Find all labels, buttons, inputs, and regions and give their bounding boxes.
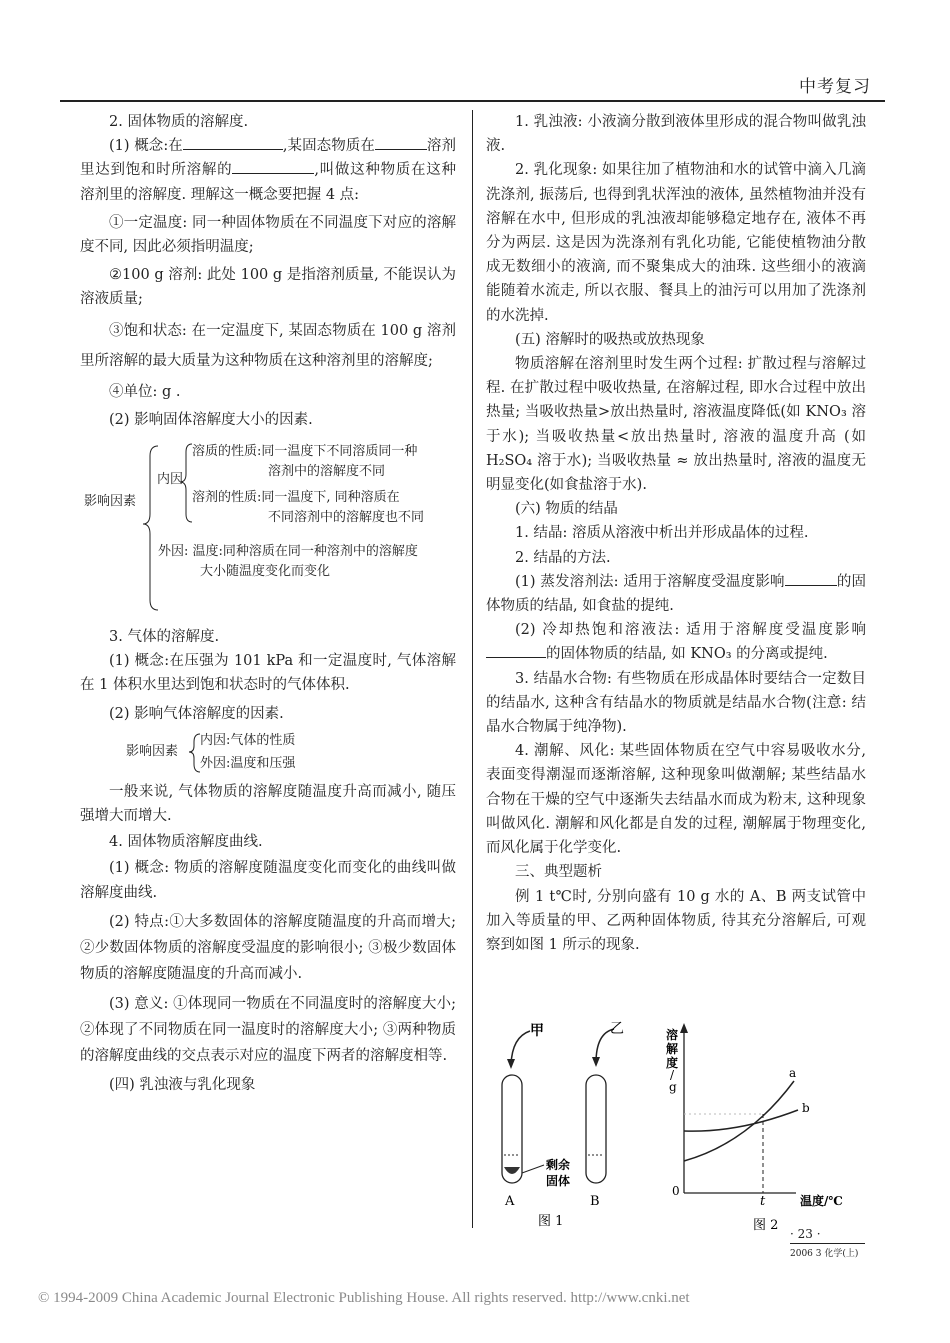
blank-1 [183, 134, 283, 150]
ylabel-1: 溶 [666, 1028, 679, 1042]
page-header [60, 50, 885, 108]
s2-1-text-a: (1) 概念:在 [109, 138, 183, 155]
tree2-outer: 外因:温度和压强 [200, 755, 296, 771]
factor-tree-solid [80, 440, 456, 615]
label-remain-2: 固体 [546, 1174, 571, 1188]
point-2: ②100 g 溶剂: 此处 100 g 是指溶剂质量, 不能误认为溶液质量; [80, 267, 456, 308]
crystal-def: 1. 结晶: 溶质从溶液中析出并形成晶体的过程. [515, 525, 809, 542]
tube-b [586, 1075, 606, 1183]
section-2-1 [80, 134, 456, 207]
point-1: ①一定温度: 同一种固体物质在不同温度下对应的溶解度不同, 因此必须指明温度; [80, 214, 456, 256]
tree2-inner: 内因:气体的性质 [200, 732, 296, 748]
tree-solvent-2: 不同溶剂中的溶解度也不同 [268, 510, 425, 526]
figure-2 [666, 1023, 843, 1233]
tree-solute-2: 溶剂中的溶解度不同 [268, 464, 386, 480]
crystal-methods: 2. 结晶的方法. [515, 549, 611, 566]
tree-solute-1: 溶质的性质:同一温度下不同溶质同一种 [192, 444, 418, 460]
tree-outer-2: 大小随温度变化而变化 [200, 564, 331, 580]
page-number: · 23 · [790, 1227, 821, 1241]
section-4-1: (1) 概念: 物质的溶解度随温度变化而变化的曲线叫做溶解度曲线. [80, 860, 456, 901]
s2-1-text-d: , [314, 162, 319, 179]
crystal-hydrate: 3. 结晶水合物: 有些物质在形成晶体时要结合一定数目的结晶水, 这种含有结晶水的物质就是结晶水合物(注意: 结晶水合物属于纯净物). [486, 670, 866, 736]
column-divider [472, 110, 473, 1228]
origin: 0 [672, 1184, 680, 1198]
ylabel-2: 解 [666, 1042, 679, 1056]
ylabel-3: 度 [666, 1056, 679, 1070]
xlabel: 温度/℃ [800, 1194, 843, 1208]
ylabel-4: / [670, 1068, 675, 1082]
section-4-2: (2) 特点:①大多数固体的溶解度随温度的升高而增大; ②少数固体物质的溶解度受温度的影响很小; ③极少数固体物质的溶解度随温度的升高而减小. [80, 913, 456, 982]
curve-a [684, 1081, 794, 1161]
emulsion-def: 1. 乳浊液: 小液滴分散到液体里形成的混合物叫做乳浊液. [486, 114, 866, 155]
section-3-1: (1) 概念:在压强为 101 kPa 和一定温度时, 气体溶解在 1 体积水里达到饱和状态时的气体体积. [80, 653, 456, 694]
tree-outer-1: 外因: 温度:同种溶质在同一种溶剂中的溶解度 [158, 544, 418, 560]
method-1-text-b: 的固体物质的结晶, 如食盐的提纯. [486, 573, 866, 615]
figures [486, 1015, 866, 1240]
method-1-text-a: (1) 蒸发溶剂法: 适用于溶解度受温度影响 [515, 573, 785, 590]
curve-a-label: a [789, 1066, 797, 1080]
tick-t: t [760, 1194, 766, 1209]
curve-b [684, 1110, 798, 1131]
caption-2: 图 2 [753, 1218, 779, 1233]
tree2-root: 影响因素 [126, 743, 179, 759]
example-1: 例 1 t℃时, 分别向盛有 10 g 水的 A、B 两支试管中加入等质量的甲、乙两种固体物质, 待其充分溶解后, 可观察到如图 1 所示的现象. [486, 888, 866, 953]
section-3-text: 一般来说, 气体物质的溶解度随温度升高而减小, 随压强增大而增大. [80, 783, 456, 825]
curve-b-label: b [802, 1101, 810, 1115]
section-3-heading: 三、典型题析 [515, 864, 602, 881]
method-2-text-b: 的固体物质的结晶, 如 KNO₃ 的分离或提纯. [546, 646, 828, 663]
method-cooling [486, 618, 866, 666]
label-a: A [505, 1194, 515, 1209]
tube-a [502, 1075, 522, 1183]
section-3-2: (2) 影响气体溶解度的因素. [109, 705, 284, 722]
issue-info: 2006 3 化学(上) [790, 1249, 859, 1259]
tube-a-solid [504, 1167, 520, 1174]
section-6-heading: (六) 物质的结晶 [515, 501, 618, 518]
point-4: ④单位: g . [109, 383, 181, 400]
section-5-heading: (五) 溶解时的吸热或放热现象 [515, 331, 705, 348]
caption-1: 图 1 [538, 1214, 564, 1229]
section-4-3: (3) 意义: ①体现同一物质在不同温度时的溶解度大小; ②体现了不同物质在同一温度时的溶解度大小; ③两种物质的溶解度曲线的交点表示对应的温度下两者的溶解度相等. [80, 995, 456, 1064]
figure-area [486, 1015, 866, 1240]
point-3: ③饱和状态: 在一定温度下, 某固态物质在 100 g 溶剂里所溶解的最大质量为这种物质在这种溶剂里的溶解度; [80, 322, 456, 369]
blank-4 [785, 570, 837, 586]
tree-solvent-1: 溶剂的性质:同一温度下, 同种溶质在 [192, 490, 400, 506]
emulsification: 2. 乳化现象: 如果往加了植物油和水的试管中滴入几滴洗涤剂, 振荡后, 也得到乳状浑浊的液体, 虽然植物油并没有溶解在水中, 但形成的乳浊液却能够稳定地存在, 液体不再分为两层. 这是因为洗涤剂有乳化功能, 它能使植物油分散成无数细小的液滴, 而不聚集成大的油珠. 这些细小的液滴能随着水流走, 所以衣服、餐具上的油污可以用加了洗涤剂的水洗掉. [486, 162, 866, 324]
copyright-line: © 1994-2009 China Academic Journal Electronic Publishing House. All rights reserved. http://www.cnki.net [38, 1290, 690, 1306]
right-column [486, 110, 866, 957]
blank-3 [232, 158, 314, 174]
section-5-text: 物质溶解在溶剂里时发生两个过程: 扩散过程与溶解过程. 在扩散过程中吸收热量, 在溶解过程, 即水合过程中放出热量; 当吸收热量>放出热量时, 溶液温度降低(如 KNO₃ 溶于水); 当吸收热量<放出热量时, 溶液的温度升高 (如 H₂SO₄ 溶于水); 当吸收热量 ≈ 放出热量时, 溶液的温度无明显变化(如食盐溶于水). [486, 356, 866, 494]
figure-1 [502, 1021, 624, 1229]
label-jia: 甲 [530, 1023, 544, 1039]
label-b: B [590, 1194, 600, 1209]
header-rule [60, 100, 885, 102]
label-yi: 乙 [610, 1021, 624, 1037]
section-3-title: 3. 气体的溶解度. [109, 629, 220, 646]
s2-1-text-b: ,某固态物质在 [282, 138, 375, 155]
s2-1-text-c: 溶剂里达到饱和时所溶解的 [80, 138, 456, 179]
header-title: 中考复习 [799, 77, 871, 97]
label-remain-1: 剩余 [546, 1158, 571, 1172]
blank-5 [486, 642, 546, 658]
page-number-rule [790, 1243, 865, 1244]
tree-inner: 内因 [157, 472, 184, 488]
section-4-heading: (四) 乳浊液与乳化现象 [109, 1076, 256, 1093]
section-2-title: 2. 固体物质的溶解度. [109, 114, 249, 130]
blank-2 [375, 134, 427, 150]
deliquescence-efflorescence: 4. 潮解、风化: 某些固体物质在空气中容易吸收水分, 表面变得潮湿而逐渐溶解, 这种现象叫做潮解; 某些结晶水合物在干燥的空气中逐渐失去结晶水而成为粉末, 这种现象叫做风化. 潮解和风化都是自发的过程, 潮解属于物理变化, 而风化属于化学变化. [486, 743, 866, 857]
section-4-title: 4. 固体物质溶解度曲线. [109, 834, 263, 851]
factor-tree-gas [80, 730, 456, 776]
section-2-2: (2) 影响固体溶解度大小的因素. [109, 411, 313, 428]
left-column [80, 110, 456, 1097]
ylabel-5: g [669, 1080, 677, 1094]
method-evaporation [486, 570, 866, 618]
tree-root: 影响因素 [84, 494, 137, 510]
s2-1-text-e: 叫做这种物质在这种溶剂里的溶解度. 理解这一概念要把握 4 点: [80, 162, 457, 203]
method-2-text-a: (2) 冷却热饱和溶液法: 适用于溶解度受温度影响 [515, 622, 866, 639]
remain-pointer [522, 1165, 544, 1173]
